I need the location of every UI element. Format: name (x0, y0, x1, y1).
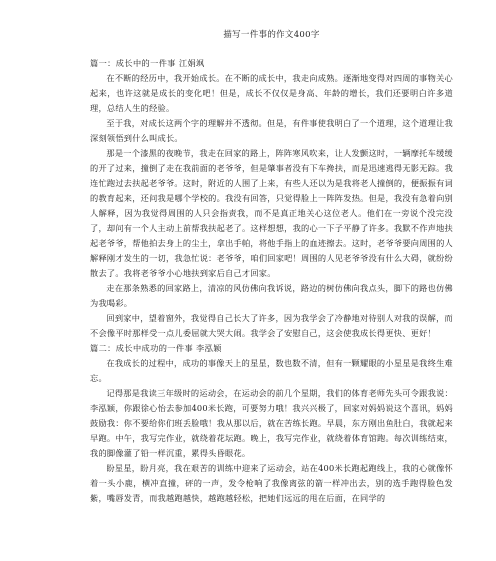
paragraph: 回到家中，望着窗外，我觉得自己长大了许多，因为我学会了冷静地对待别人对我的误解，而不会像平时那样受一点儿委屈就大哭大闹。我学会了安慰自己，这会使我成长得更快、更好！ (90, 313, 453, 338)
paragraph: 那是一个漆黑的夜晚节，我走在回家的路上，阵阵寒风吹来，让人发颤这时，一辆摩托车缓缓的开了过来，撞倒了走在我前面的老爷爷，但是肇事者没有下车搀扶，而是迅速逃得无影无踪。我连忙跑过去扶起老爷爷。这时，附近的人围了上来，有些人还以为是我将老人撞倒的，便振振有词的教育起来，还问我是哪个学校的。我没有回答，只觉得脸上一阵阵发热。但是，我没有急着向别人解释，因为我觉得周围的人只会指责我，而不是真正地关心这位老人。他们在一旁说个没完没了，却问有一个人主动上前帮我扶起老了。这样想想，我的心一下子平静了许多。我默不作声地扶起老爷爷，帮他拍去身上的尘土，拿出手帕，将他手指上的血迹擦去。这时，老爷爷要向周围的人解释刚才发生的一切，我急忙说：老爷爷，咱们回家吧！周围的人见老爷爷没有什么大碍，就纷纷散去了。我将老爷爷小心地扶到家后自己才回家。 (90, 148, 453, 278)
paragraph: 在不断的经历中，我开始成长。在不断的成长中，我走向成熟。逐渐地变得对四周的事物关心起来，也许这就是成长的变化吧！但是，成长不仅仅是身高、年龄的增长，我们还要明白许多道理，总结人生的经验。 (90, 73, 453, 113)
paragraph: 至于我，对成长这两个字的理解并不透彻。但是，有件事使我明白了一个道理，这个道理让我深刻领悟到什么叫成长。 (90, 118, 453, 143)
section-1 (90, 56, 453, 341)
document-title: 描写一件事的作文400字 (223, 30, 320, 40)
paragraph: 记得那是我读三年级时的运动会，在运动会的前几个星期，我们的体育老师先头可令跟我说：李泓颖，你跟徐心怡去参加400米长跑，可要努力哦！我兴兴极了，回家对妈妈说这个喜讯，妈妈鼓励我：你不要给你们班丢脸哦！我从那以后，就在苦练长跑。早晨，东方刚出鱼肚白，我就起来早跑。中午，我写完作业，就绕着花坛跑。晚上，我写完作业，就绕着体育馆跑。每次训练结束，我的脚像灌了铅一样沉重，累得头昏眼花。 (90, 388, 453, 458)
paragraph: 在我成长的过程中，成功的事像天上的星星，数也数不清，但有一颗耀眼的小星星是我终生难忘。 (90, 358, 453, 383)
section-heading: 篇一：成长中的一件事 江娟飒 (90, 58, 205, 68)
document-body (90, 56, 453, 506)
paragraph: 走在那条熟悉的回家路上，清凉的风仿佛向我诉说，路边的树仿佛向我点头，脚下的路也仿佛为我喝彩。 (90, 283, 453, 308)
section-2 (90, 341, 453, 506)
section-heading: 篇二：成长中成功的一件事 李泓颖 (90, 343, 222, 353)
paragraph: 盼星星，盼月亮，我在艰苦的训练中迎来了运动会，站在400米长跑起跑线上，我的心就像怀着一头小鹿，横冲直撞，砰的一声，发令枪响了我像离弦的箭一样冲出去，别的选手跑得脸色发紫，嘴唇发青，而我越跑越快，越跑越轻松，把她们远远的甩在后面，在同学的 (90, 463, 453, 503)
